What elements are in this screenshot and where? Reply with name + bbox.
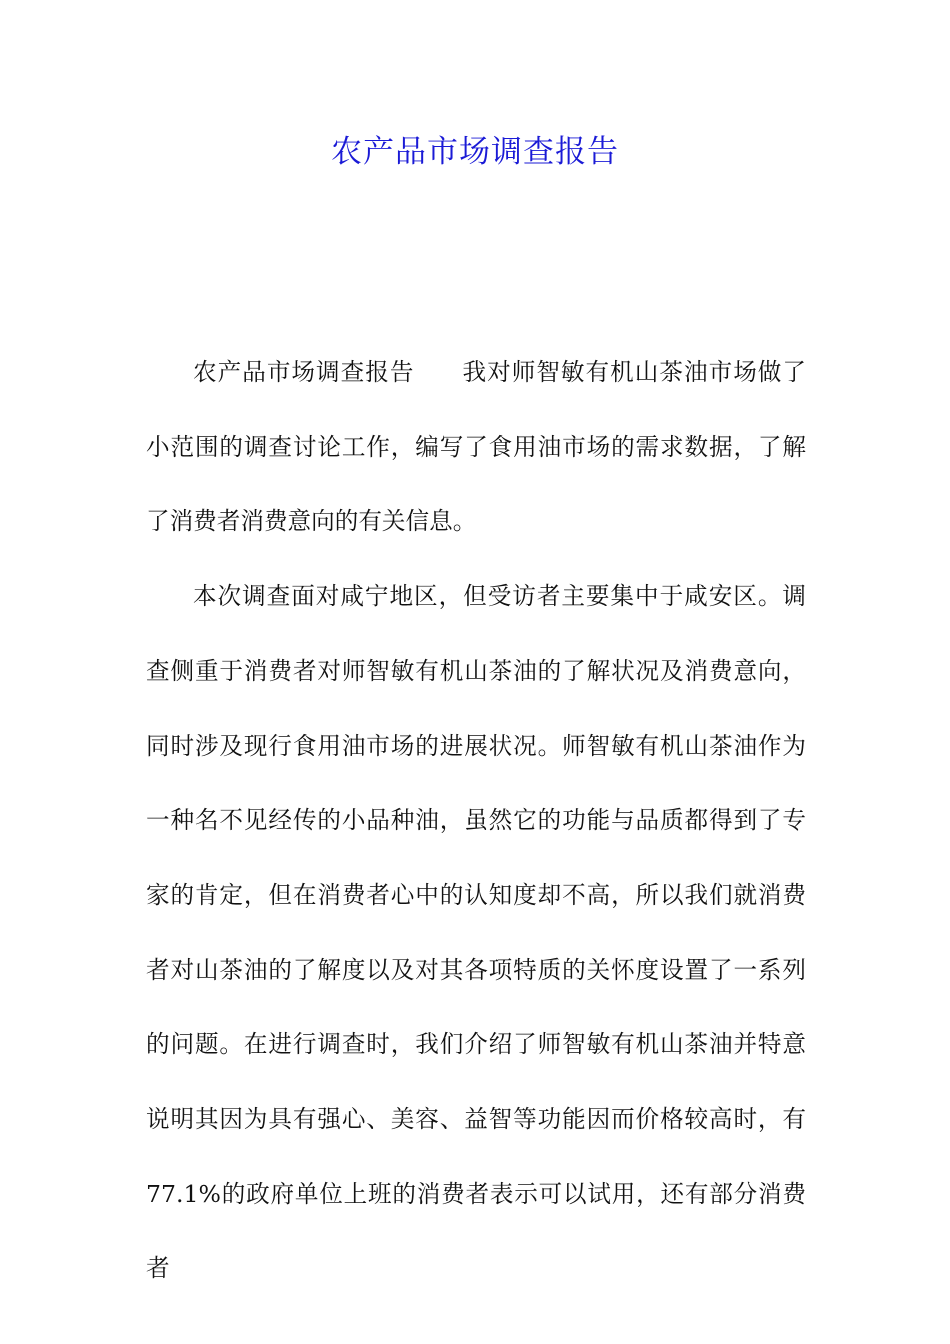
document-body (146, 335, 806, 1306)
paragraph-2: 本次调查面对咸宁地区，但受访者主要集中于咸安区。调查侧重于消费者对师智敏有机山茶油的了解状况及消费意向，同时涉及现行食用油市场的进展状况。师智敏有机山茶油作为一种名不见经传的小品种油，虽然它的功能与品质都得到了专家的肯定，但在消费者心中的认知度却不高，所以我们就消费者对山茶油的了解度以及对其各项特质的关怀度设置了一系列的问题。在进行调查时，我们介绍了师智敏有机山茶油并特意说明其因为具有强心、美容、益智等功能因而价格较高时，有77.1%的政府单位上班的消费者表示可以试用，还有部分消费者 (146, 582, 806, 1283)
paragraph-lead: 农产品市场调查报告 (193, 358, 415, 386)
document-title: 农产品市场调查报告 (331, 134, 619, 170)
paragraph-1 (146, 335, 806, 559)
paragraph-text: 我对师智敏有机山茶油市场做了小范围的调查讨论工作，编写了食用油市场的需求数据，了解了消费者消费意向的有关信息。 (146, 358, 807, 536)
